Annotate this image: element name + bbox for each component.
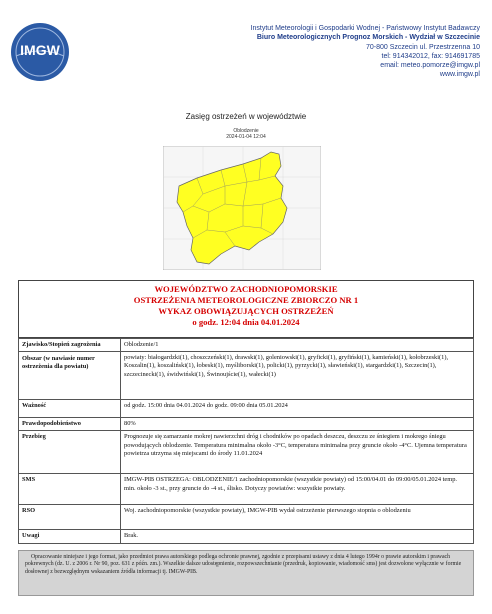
- map-phenomenon: Oblodzenie: [233, 128, 259, 134]
- table-row: [19, 339, 474, 352]
- map-subtitle: [0, 128, 492, 140]
- phone-fax: tel: 914342012, fax: 914691785: [381, 52, 480, 60]
- table-row: [19, 418, 474, 431]
- warning-list-title: WYKAZ OBOWIĄZUJĄCYCH OSTRZEŻEŃ: [158, 306, 334, 316]
- row-label: SMS: [19, 474, 121, 505]
- voivodeship-map: [163, 146, 321, 270]
- row-value: Oblodzenie/1: [121, 339, 474, 352]
- warning-collective-title: OSTRZEŻENIA METEOROLOGICZNE ZBIORCZO NR 1: [133, 295, 359, 305]
- map-timestamp: 2024-01-04 12:04: [226, 134, 266, 140]
- logo-text: IMGW: [20, 42, 60, 58]
- row-label: Zjawisko/Stopień zagrożenia: [19, 339, 121, 352]
- row-value: Brak.: [121, 530, 474, 543]
- warning-details-table: [18, 338, 474, 544]
- row-value: Woj. zachodniopomorskie (wszystkie powiaty), IMGW-PIB wydał ostrzeżenie pierwszego stopnia o oblodzeniu: [121, 505, 474, 530]
- row-value: od godz. 15:00 dnia 04.01.2024 do godz. 09:00 dnia 05.01.2024: [121, 400, 474, 418]
- table-row: [19, 474, 474, 505]
- address: 70-800 Szczecin ul. Przestrzenna 10: [365, 43, 480, 51]
- table-row: [19, 431, 474, 474]
- row-value: 80%: [121, 418, 474, 431]
- table-row: [19, 505, 474, 530]
- website: www.imgw.pl: [439, 71, 480, 79]
- row-label: RSO: [19, 505, 121, 530]
- imgw-logo: [10, 22, 70, 82]
- email: email: meteo.pomorze@imgw.pl: [380, 62, 480, 70]
- institute-info: [251, 24, 480, 80]
- table-row: [19, 530, 474, 543]
- map-title: Zasięg ostrzeżeń w województwie: [185, 112, 307, 121]
- row-label: Ważność: [19, 400, 121, 418]
- region-name: WOJEWÓDZTWO ZACHODNIOPOMORSKIE: [154, 284, 338, 294]
- office-name: Biuro Meteorologicznych Prognoz Morskich - Wydział w Szczecinie: [256, 34, 480, 42]
- issue-time: o godz. 12:04 dnia 04.01.2024: [192, 317, 300, 327]
- letterhead: [0, 0, 492, 110]
- row-label: Prawdopodobieństwo: [19, 418, 121, 431]
- institute-name: Instytut Meteorologii i Gospodarki Wodnej - Państwowy Instytut Badawczy: [250, 25, 480, 32]
- row-label: Przebieg: [19, 431, 121, 474]
- row-value: powiaty: białogardzki(1), choszczeński(1), drawski(1), goleniowski(1), gryficki(1), gryfiński(1), kamieński(1), kołobrzeski(1), Koszalin(1), koszaliński(1), łobeski(1), myśliborski(1), policki(1), pyrzycki(1), sławieński(1), stargardzki(1), Szczecin(1), szczecinecki(1), świdwiński(1), Świnoujście(1), wałecki(1): [121, 352, 474, 400]
- table-row: [19, 352, 474, 400]
- copyright-notice: Opracowanie niniejsze i jego format, jako przedmiot prawa autorskiego podlega ochronie prawnej, zgodnie z przepisami ustawy z dnia 4 lutego 1994r o prawie autorskim i prawach pokrewnych (dz. U. z 2006 r. Nr 90, poz. 631 z późn. zm.). Wszelkie dalsze udostępnienie, rozpowszechnianie (przedruk, kopiowanie, wiadomość sms) jest dozwolone wyłącznie w formie dosłownej z bezwzględnym wskazaniem źródła informacji tj. IMGW-PIB.: [18, 550, 474, 596]
- row-value: Prognozuje się zamarzanie mokrej nawierzchni dróg i chodników po opadach deszczu, deszczu ze śniegiem i mokrego śniegu powodujących oblodzenie. Temperatura minimalna około -3°C, temperatura minimalna przy gruncie około -4°C. Ujemna temperatura powietrza utrzyma się miejscami do środy 11.01.2024: [121, 431, 474, 474]
- warning-heading: [18, 280, 474, 338]
- row-value: IMGW-PIB OSTRZEGA: OBLODZENIE/1 zachodniopomorskie (wszystkie powiaty) od 15:00/04.01 do 09:00/05.01.2024 temp. min. około -3 st., przy gruncie do -4 st., ślisko. Dotyczy powiatów: wszystkie powiaty.: [121, 474, 474, 505]
- table-row: [19, 400, 474, 418]
- row-label: Obszar (w nawiasie numer ostrzeżenia dla powiatu): [19, 352, 121, 400]
- row-label: Uwagi: [19, 530, 121, 543]
